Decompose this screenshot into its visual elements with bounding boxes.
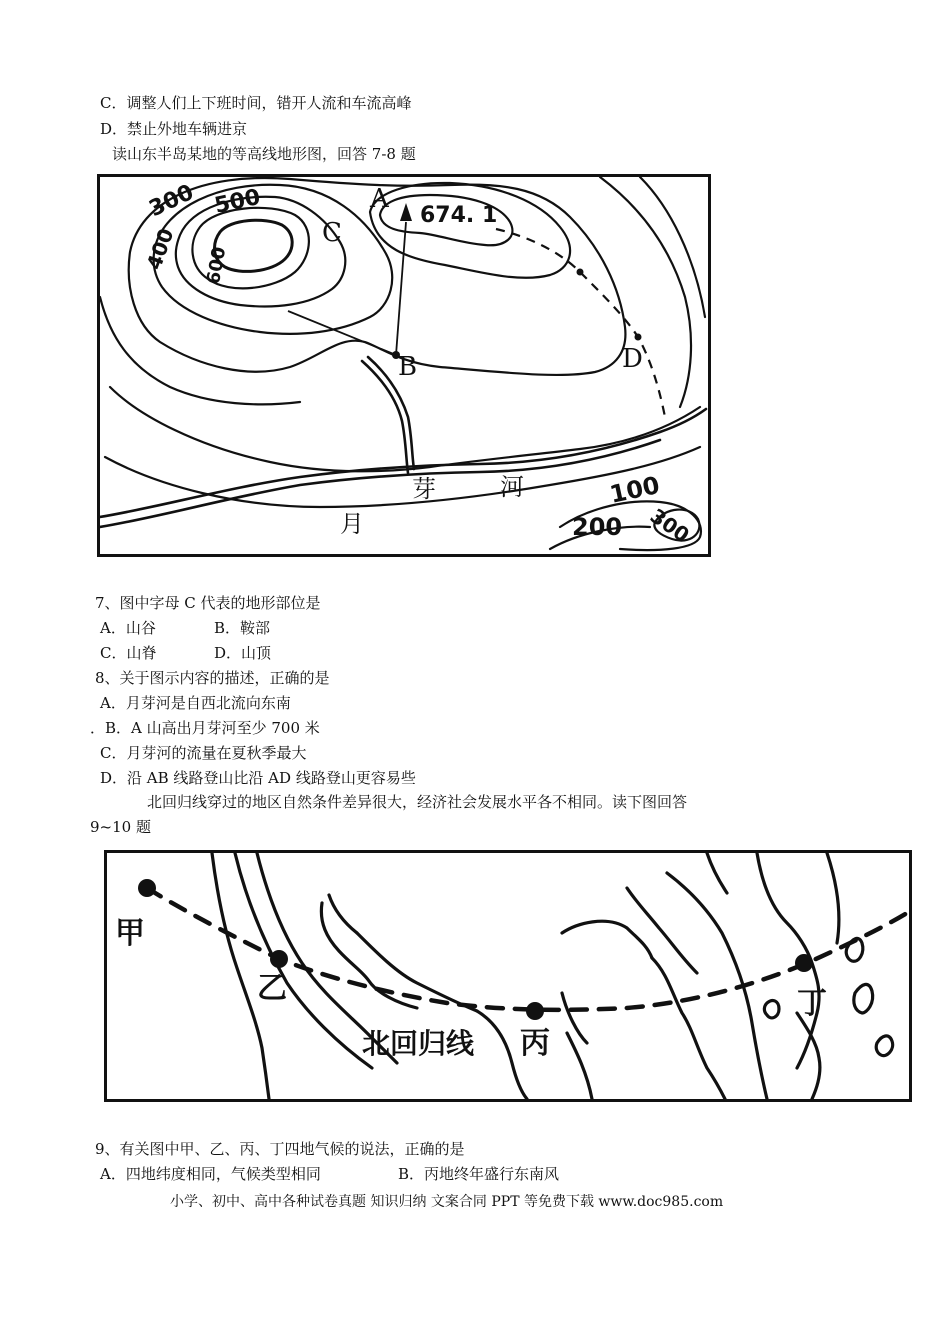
- q7-option-c: C．山脊: [100, 644, 157, 662]
- river-char-1: 月: [340, 510, 364, 538]
- intro-q9-10-line1: 北回归线穿过的地区自然条件差异很大，经济社会发展水平各不相同。读下图回答: [147, 793, 688, 811]
- river-char-3: 河: [500, 473, 524, 501]
- q7-option-a: A．山谷: [100, 619, 156, 637]
- contour-label-100: 100: [607, 471, 663, 509]
- q6-option-d: D．禁止外地车辆进京: [100, 120, 248, 138]
- q7-option-b: B．鞍部: [214, 619, 271, 637]
- q7-option-d: D．山顶: [214, 644, 272, 662]
- q9-stem: 9、有关图中甲、乙、丙、丁四地气候的说法，正确的是: [95, 1140, 465, 1158]
- contour-label-500: 500: [212, 184, 263, 219]
- q8-option-a: A．月芽河是自西北流向东南: [100, 694, 291, 712]
- dot-ding: [795, 954, 813, 972]
- q8-option-d: D．沿 AB 线路登山比沿 AD 线路登山更容易些: [100, 769, 416, 787]
- contour-label-400: 400: [141, 225, 179, 273]
- contour-label-300: 300: [145, 180, 198, 223]
- tropic-line-label: 北回归线: [362, 1027, 475, 1060]
- summit-triangle-icon: [400, 203, 412, 221]
- dot-jia: [138, 879, 156, 897]
- page-footer: 小学、初中、高中各种试卷真题 知识归纳 文案合同 PPT 等免费下载 www.doc985.com: [170, 1194, 724, 1210]
- intro-q9-10-line2: 9~10 题: [90, 818, 151, 836]
- point-label-b: B: [398, 352, 418, 382]
- dot-yi: [270, 950, 288, 968]
- q6-option-c: C．调整人们上下班时间，错开人流和车流高峰: [100, 94, 412, 112]
- intro-q7-8: 读山东半岛某地的等高线地形图，回答 7-8 题: [112, 145, 416, 163]
- q7-stem: 7、图中字母 C 代表的地形部位是: [95, 594, 321, 612]
- place-label-ding: 丁: [797, 986, 827, 1021]
- contour-label-600: 600: [203, 245, 231, 286]
- q8-stem: 8、关于图示内容的描述，正确的是: [95, 669, 330, 687]
- place-label-yi: 乙: [257, 971, 287, 1006]
- point-label-c: C: [322, 218, 342, 248]
- q8-option-c: C．月芽河的流量在夏秋季最大: [100, 744, 307, 762]
- contour-label-300b: 300: [645, 503, 694, 548]
- dot-bing: [526, 1002, 544, 1020]
- contour-map: [97, 174, 711, 557]
- q9-option-b: B．丙地终年盛行东南风: [398, 1165, 560, 1183]
- q8-option-b: ．B．A 山高出月芽河至少 700 米: [90, 719, 320, 737]
- place-label-bing: 丙: [520, 1026, 550, 1061]
- q9-option-a: A．四地纬度相同，气候类型相同: [100, 1165, 321, 1183]
- point-label-d: D: [622, 344, 643, 374]
- summit-elevation: 674. 1: [420, 203, 498, 228]
- river-char-2: 芽: [412, 475, 436, 503]
- contour-label-200: 200: [572, 513, 623, 541]
- tropic-map: [104, 850, 912, 1102]
- place-label-jia: 甲: [115, 916, 145, 951]
- point-label-a: A: [370, 184, 389, 214]
